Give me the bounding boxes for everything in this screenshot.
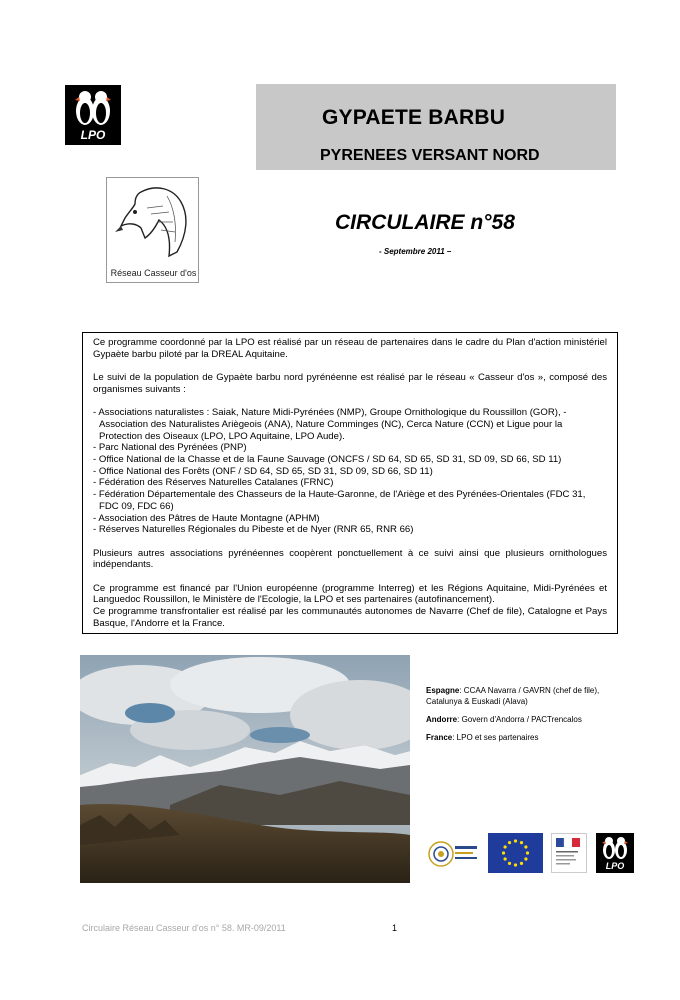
header-banner [256,84,616,170]
partner-espagne-text: : CCAA Navarra / GAVRN (chef de file), Catalunya & Euskadi (Alava) [426,686,600,706]
organism-item: - Associations naturalistes : Saiak, Nature Midi-Pyrénées (NMP), Groupe Ornithologique du Roussillon (GOR), - Association des Naturalistes Ariègeois (ANA), Nature Comminges (NC), Cerca Nature (CCN) et Ligue pour la Protection des Oiseaux (LPO, LPO Aquitaine, LPO Aude). [93,407,567,442]
organism-item: - Association des Pâtres de Haute Montagne (APHM) [93,512,320,524]
organism-item: - Fédération des Réserves Naturelles Catalanes (FRNC) [93,477,334,489]
partner-andorre [426,714,636,725]
eu-stars-icon [488,833,543,873]
header-title: GYPAETE BARBU [322,106,506,129]
organism-item: - Réserves Naturelles Régionales du Pibeste et de Nyer (RNR 65, RNR 66) [93,524,414,536]
republique-francaise-logo [551,833,587,873]
lpo-logo [65,85,121,145]
intro-paragraph-2: Le suivi de la population de Gypaète barbu nord pyrénéenne est réalisé par le réseau « Casseur d'os », composé des organismes suivants : [93,372,607,395]
vulture-caption: Réseau Casseur d'os [110,268,197,278]
circular-title: CIRCULAIRE n°58 [335,211,515,234]
mountain-photo [80,655,410,883]
intro-paragraph-1: Ce programme coordonné par la LPO est réalisé par un réseau de partenaires dans le cadre du Plan d'action ministériel Gypaète barbu piloté par la DREAL Aquitaine. [93,337,607,360]
intro-paragraph-5: Ce programme transfrontalier est réalisé par les communautés autonomes de Navarre (Chef de file), Catalogne et Pays Basque, l'Andorre et la France. [93,606,607,629]
interreg-logo [425,834,480,874]
casseur-dos-logo [106,177,199,283]
partner-france [426,732,636,743]
vulture-icon [111,182,193,260]
page-number: 1 [392,923,398,933]
partner-andorre-label: Andorre [426,715,458,724]
lpo-logo-text: LPO [80,128,106,142]
footer-text: Circulaire Réseau Casseur d'os n° 58. MR-09/2011 [82,923,286,933]
lpo-logo-small [596,833,634,873]
organisms-list [93,407,607,536]
partner-andorre-text: : Govern d'Andorra / PACTrencalos [457,715,582,724]
partner-espagne-label: Espagne [426,686,460,695]
marianne-icon [552,834,586,872]
intro-paragraph-4: Ce programme est financé par l'Union européenne (programme Interreg) et les Régions Aquitaine, Midi-Pyrénées et Languedoc Roussillon, le Ministère de l'Ecologie, la LPO et ses partenaires (autofinancement). [93,582,607,606]
lpo-logo-small-text: LPO [605,861,625,871]
partner-espagne [426,685,636,707]
organism-item: - Office National de la Chasse et de la Faune Sauvage (ONCFS / SD 64, SD 65, SD 31, SD 09, SD 66, SD 11) [93,454,562,465]
partners-list [426,685,636,750]
spiral-icon [425,834,480,874]
intro-paragraph-3: Plusieurs autres associations pyrénéennes coopèrent ponctuellement à ce suivi ainsi que plusieurs ornithologues indépendants. [93,547,607,571]
header-subtitle: PYRENEES VERSANT NORD [320,147,540,164]
organism-item: - Office National des Forêts (ONF / SD 64, SD 65, SD 31, SD 09, SD 66, SD 11) [93,465,433,477]
organism-item: - Parc National des Pyrénées (PNP) [93,442,247,454]
circular-date: - Septembre 2011 – [379,247,452,256]
partner-france-text: : LPO et ses partenaires [452,733,539,742]
partner-france-label: France [426,733,453,742]
program-description-box [82,332,618,634]
eu-flag-logo [488,833,543,873]
organism-item: - Fédération Départementale des Chasseurs de la Haute-Garonne, de l'Ariège et des Pyrénées-Orientales (FDC 31, FDC 09, FDC 66) [93,489,586,512]
